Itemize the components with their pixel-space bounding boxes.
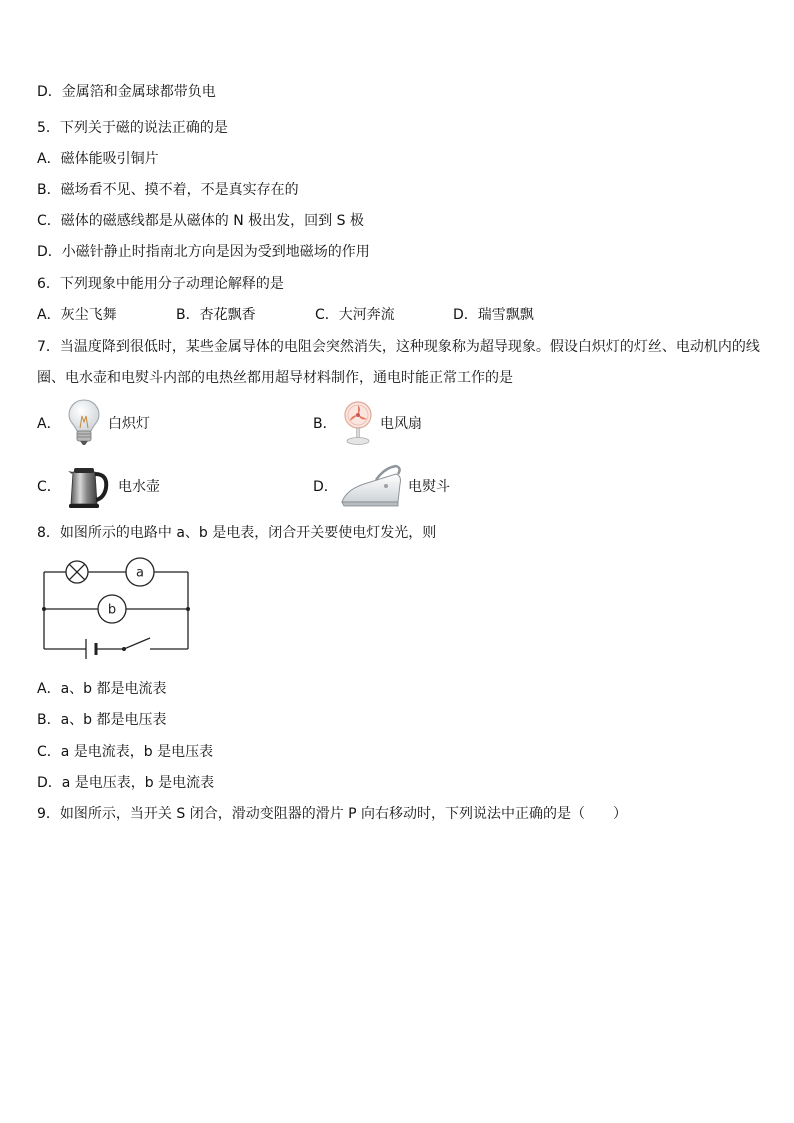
q7-option-c-letter: C． (37, 479, 61, 495)
q6-option-d: D．瑞雪飘飘 (453, 307, 534, 323)
meter-b-label: b (107, 602, 117, 618)
q8-circuit-diagram (38, 556, 194, 664)
battery-symbol (86, 639, 96, 659)
junction-dot (42, 607, 46, 611)
electric-iron-icon (340, 462, 404, 510)
q7-stem-line2: 圈、电水壶和电熨斗内部的电热丝都用超导材料制作，通电时能正常工作的是 (37, 370, 513, 386)
electric-kettle-icon (64, 464, 112, 510)
q9-stem: 9．如图所示，当开关 S 闭合，滑动变阻器的滑片 P 向右移动时，下列说法中正确的是（ ） (37, 806, 628, 822)
lamp-symbol (66, 561, 88, 583)
junction-dot (186, 607, 190, 611)
q5-option-a: A．磁体能吸引铜片 (37, 151, 159, 167)
q7-option-d-letter: D． (313, 479, 338, 495)
electric-fan-icon (340, 400, 376, 446)
q6-options (0, 305, 794, 325)
meter-b (98, 595, 126, 623)
q4-option-d: D．金属箔和金属球都带负电 (37, 84, 216, 100)
q5-option-b: B．磁场看不见、摸不着，不是真实存在的 (37, 182, 299, 198)
q7-option-d-label: 电熨斗 (408, 479, 450, 495)
q8-option-a: A．a、b 都是电流表 (37, 681, 167, 697)
q7-option-a-letter: A． (37, 416, 61, 432)
q6-option-a: A．灰尘飞舞 (37, 307, 117, 323)
q6-stem: 6．下列现象中能用分子动理论解释的是 (37, 276, 284, 292)
q7-option-b-label: 电风扇 (380, 416, 422, 432)
q6-option-b: B．杏花飘香 (176, 307, 256, 323)
switch-symbol (122, 647, 126, 651)
q7-option-c-label: 电水壶 (118, 479, 160, 495)
q5-stem: 5．下列关于磁的说法正确的是 (37, 120, 228, 136)
q5-option-d: D．小磁针静止时指南北方向是因为受到地磁场的作用 (37, 244, 370, 260)
q7-option-a-label: 白炽灯 (108, 416, 150, 432)
q8-stem: 8．如图所示的电路中 a、b 是电表，闭合开关要使电灯发光，则 (37, 525, 437, 541)
q8-option-b: B．a、b 都是电压表 (37, 712, 167, 728)
meter-a (126, 558, 154, 586)
q6-option-c: C．大河奔流 (315, 307, 395, 323)
q8-option-d: D．a 是电压表，b 是电流表 (37, 775, 215, 791)
q7-stem-line1: 7．当温度降到很低时，某些金属导体的电阻会突然消失，这种现象称为超导现象。假设白炽灯的灯丝、电动机内的线 (37, 339, 760, 355)
light-bulb-icon (66, 398, 102, 446)
q5-option-c: C．磁体的磁感线都是从磁体的 N 极出发，回到 S 极 (37, 213, 364, 229)
meter-a-label: a (136, 565, 144, 581)
q8-option-c: C．a 是电流表，b 是电压表 (37, 744, 214, 760)
q7-option-b-letter: B． (313, 416, 337, 432)
